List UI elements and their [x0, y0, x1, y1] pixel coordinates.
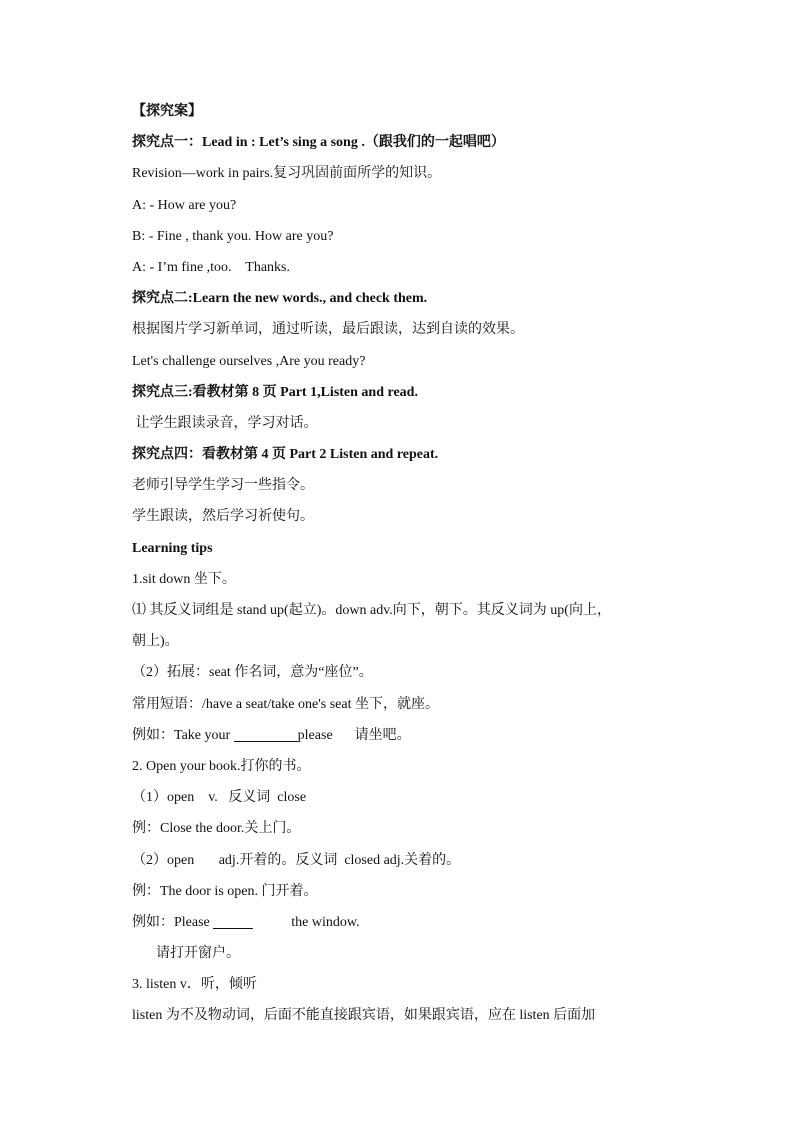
- point2-title: Learn the new words., and check them.: [192, 291, 428, 307]
- point2-description: 根据图片学习新单词，通过听读，最后跟读，达到自读的效果。: [132, 322, 524, 338]
- dialogue-text: : - I’m fine ,too. Thanks.: [142, 259, 291, 275]
- point2-prefix: 探究点二:: [132, 291, 193, 307]
- tip3-line-1: listen 为不及物动词，后面不能直接跟宾语，如果跟宾语，应在 listen 后面加: [132, 1008, 596, 1024]
- example-word: the window.: [291, 914, 360, 930]
- tip1-line-2: 朝上)。: [132, 634, 179, 650]
- section-header: 【探究案】: [132, 104, 202, 119]
- point3-heading: [132, 377, 692, 408]
- tip3-heading: 3. listen v．听，倾听: [132, 977, 257, 993]
- dialogue-line-3: [132, 252, 692, 283]
- point4-heading: [132, 439, 692, 470]
- point1-title: Lead in : Let’s sing a song .（跟我们的一起唱吧）: [202, 135, 505, 151]
- learning-tips-title: Learning tips: [132, 540, 213, 556]
- fill-in-blank: [234, 725, 298, 742]
- example-translation: 请坐吧。: [354, 727, 411, 743]
- tip2-line-3: （2）open adj.开着的。反义词 closed adj.关着的。: [132, 852, 461, 868]
- tip1-line-4: 常用短语：/have a seat/take one's seat 坐下，就座。: [132, 696, 439, 712]
- example-translation: 请打开窗户。: [156, 946, 240, 962]
- tip1-line-3: （2）拓展：seat 作名词，意为“座位”。: [132, 665, 373, 681]
- tip2-heading: 2. Open your book.打你的书。: [132, 758, 311, 774]
- point1-heading: [132, 127, 692, 158]
- dialogue-text: : - Fine , thank you. How are you?: [141, 228, 334, 244]
- dialogue-line-1: [132, 190, 692, 221]
- dialogue-text: : - How are you?: [142, 197, 237, 213]
- speaker-label: A: [132, 259, 143, 275]
- point4-prefix: 探究点四：看教材第: [132, 447, 258, 463]
- tip1-example: [132, 720, 692, 751]
- point3-prefix: 探究点三:看教材第: [132, 384, 249, 400]
- example-prefix: 例如：Please: [132, 914, 214, 930]
- point3-description: 让学生跟读录音，学习对话。: [132, 415, 318, 431]
- challenge-line: Let's challenge ourselves ,Are you ready?: [132, 353, 366, 369]
- tip1-heading: 1.sit down 坐下。: [132, 571, 236, 587]
- point4-description-2: 学生跟读，然后学习祈使句。: [132, 509, 314, 525]
- fill-in-blank: [213, 912, 253, 929]
- point3-title: 8 页 Part 1,Listen and read.: [248, 384, 418, 400]
- tip1-line-1: ⑴ 其反义词组是 stand up(起立)。down adv.向下，朝下。其反义词为 up(向上，: [132, 603, 611, 618]
- tip2-line-4: 例：The door is open. 门开着。: [132, 883, 318, 899]
- point4-description-1: 老师引导学生学习一些指令。: [132, 478, 314, 494]
- point1-prefix: 探究点一：: [132, 135, 202, 151]
- example-prefix: 例如：Take your: [132, 727, 234, 743]
- point4-title: 4 页 Part 2 Listen and repeat.: [258, 447, 439, 463]
- speaker-label: A: [132, 197, 143, 213]
- tip2-line-1: （1）open v. 反义词 close: [132, 790, 307, 806]
- example-word: please: [297, 727, 333, 743]
- worksheet-page: [132, 96, 692, 1032]
- speaker-label: B: [132, 228, 142, 244]
- point2-heading: [132, 283, 692, 314]
- tip2-example: [132, 907, 692, 938]
- dialogue-line-2: [132, 221, 692, 252]
- tip2-line-2: 例：Close the door.关上门。: [132, 821, 301, 837]
- tip2-example-translation: [132, 938, 692, 969]
- revision-line: Revision—work in pairs.复习巩固前面所学的知识。: [132, 166, 442, 182]
